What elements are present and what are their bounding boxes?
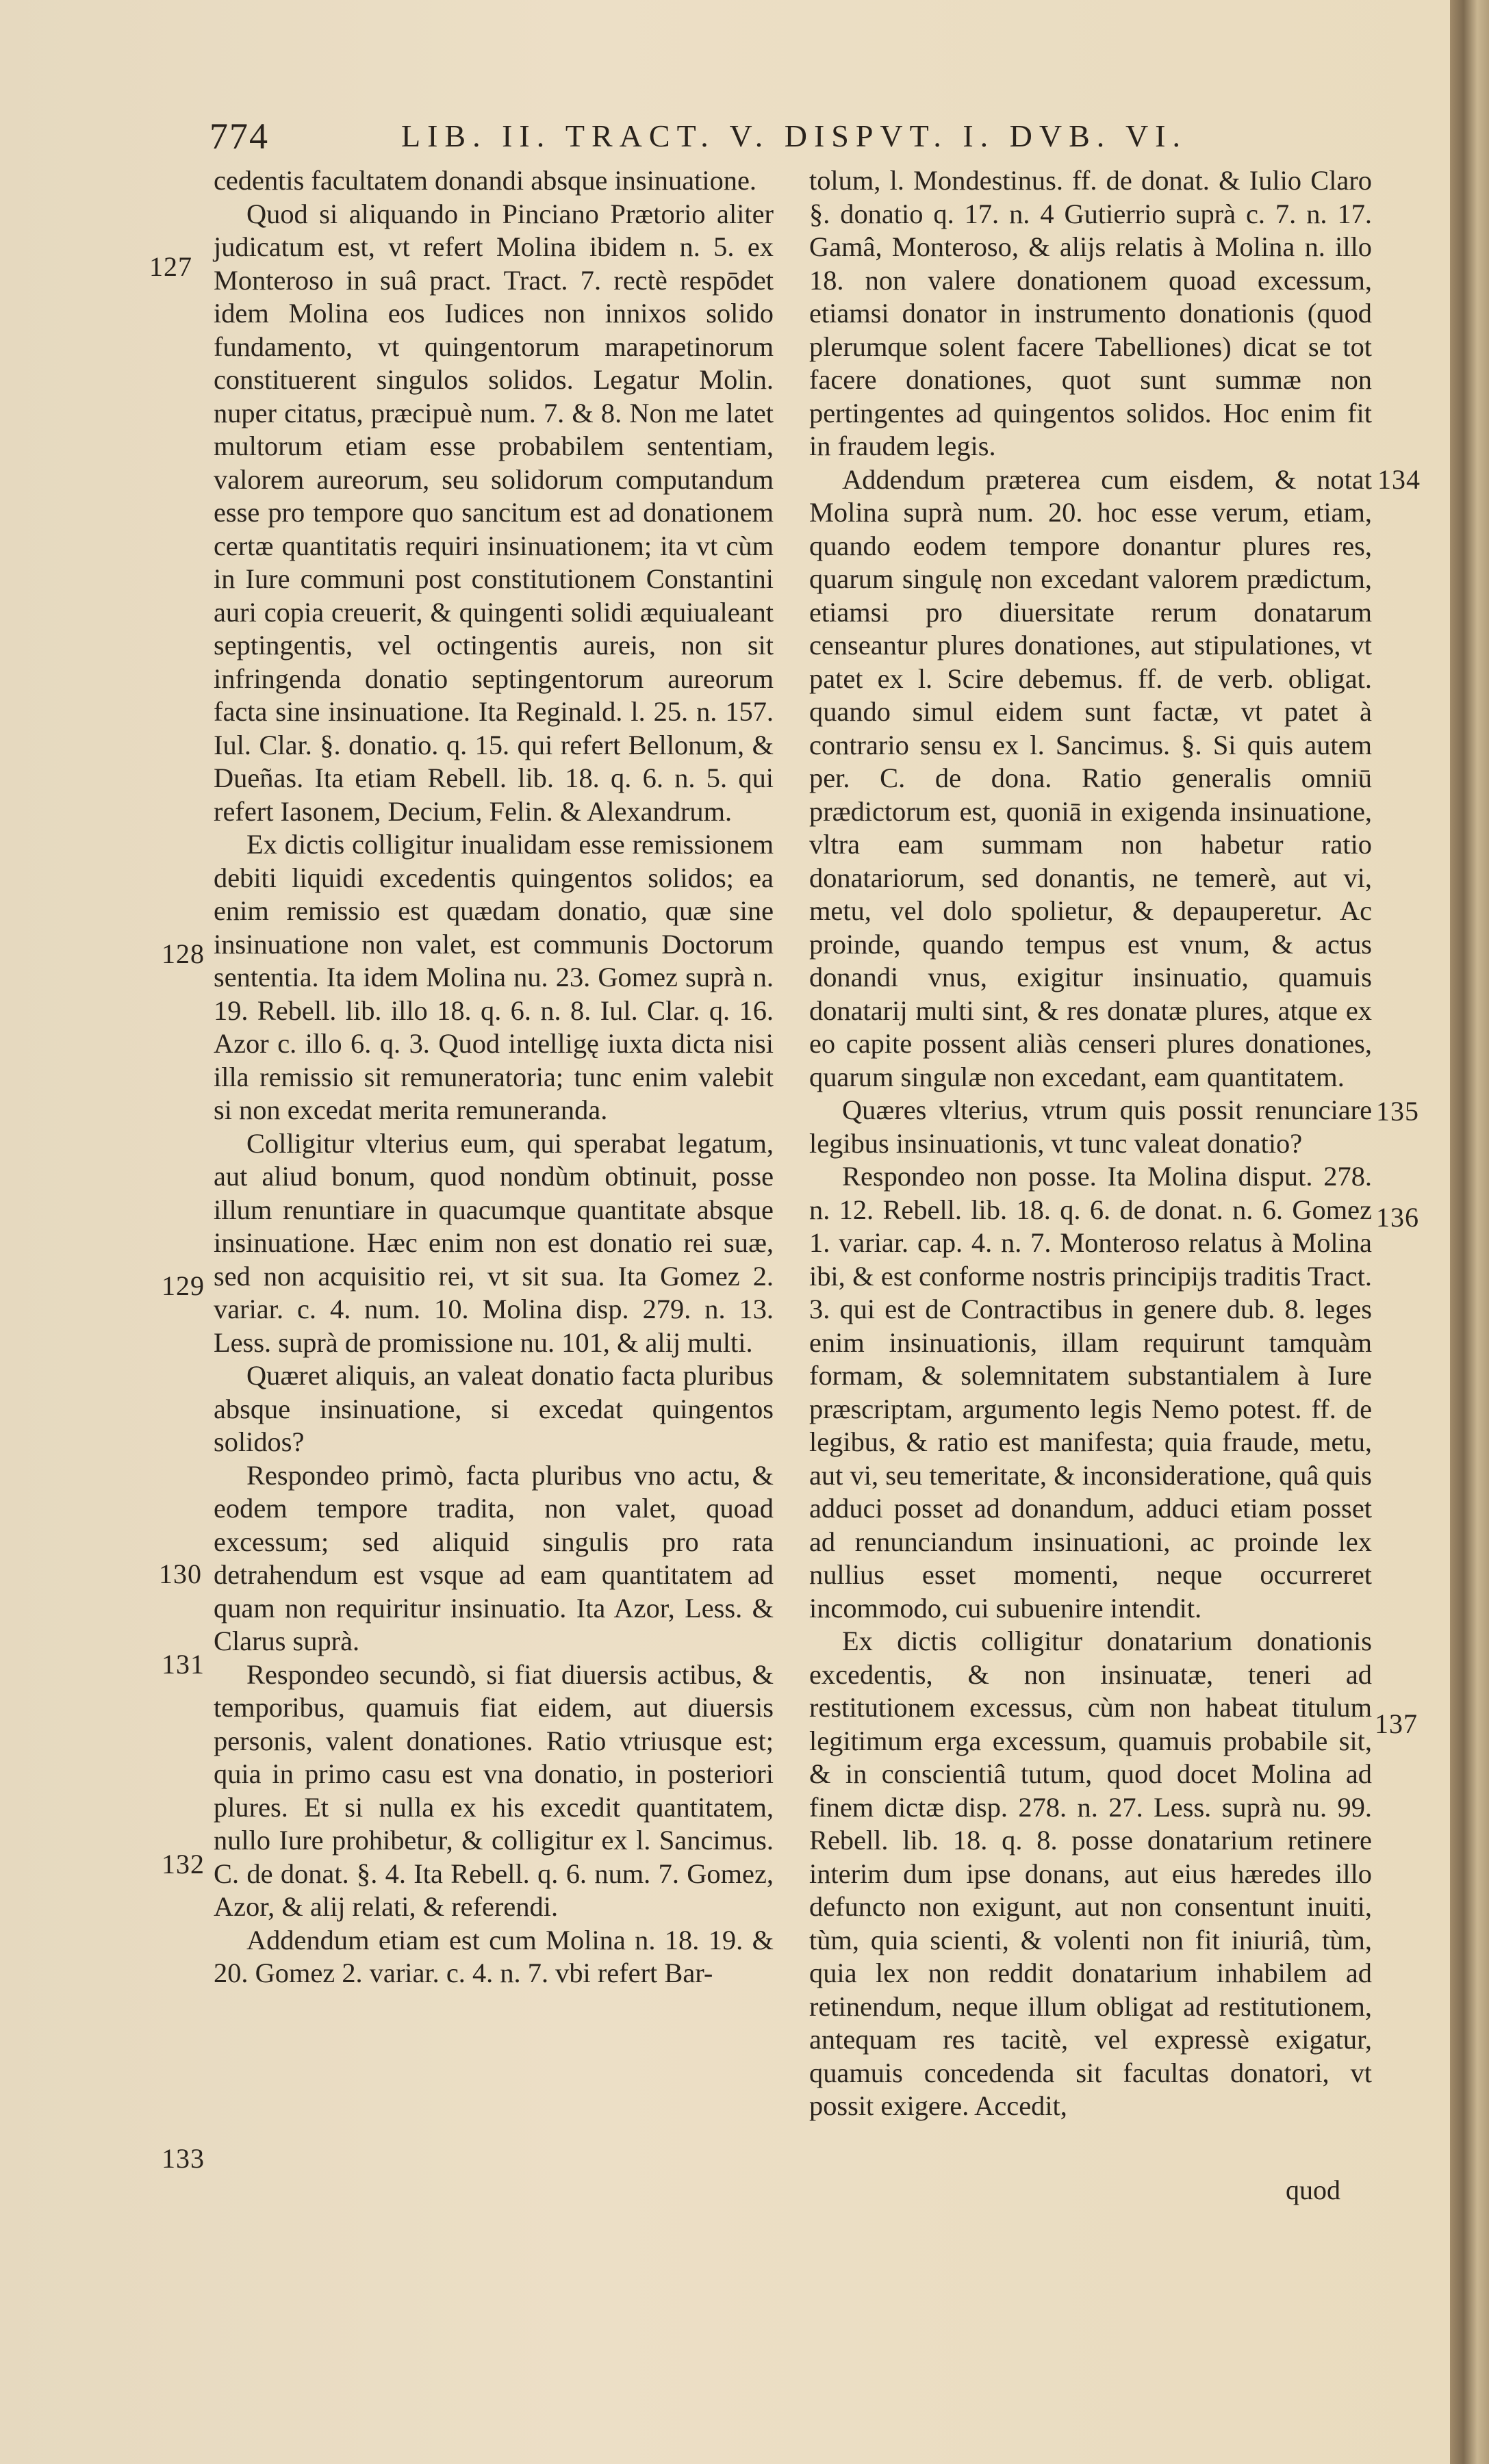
margin-number: 129 [162, 1270, 205, 1301]
paragraph: Colligitur vlterius eum, qui sperabat legatum, aut aliud bonum, quod nondùm obtinuit, posse illum renuntiare in quacumque quantitate absque insinuatione. Hæc enim non est donatio rei suæ, sed non acquisitio rei, vt sit sua. Ita Gomez 2. variar. c. 4. num. 10. Molina disp. 279. n. 13. Less. suprà de promissione nu. 101, & alij multi. [214, 1127, 774, 1358]
page-header [209, 115, 1250, 163]
margin-number: 127 [149, 251, 192, 282]
right-column [809, 164, 1372, 2123]
paragraph: cedentis facultatem donandi absque insinuatione. [214, 165, 756, 196]
paragraph: Addendum præterea cum eisdem, & notat Molina suprà num. 20. hoc esse verum, etiam, quando eodem tempore donantur plures res, quarum singulę non excedant valorem prædictum, etiamsi pro diuersitate rerum donatarum censeantur plures donationes, aut stipulationes, vt patet ex l. Scire debemus. ff. de verb. obligat. quando simul eidem sunt factæ, vt patet à contrario sensu ex l. Sancimus. §. Si quis autem per. C. de dona. Ratio generalis omniū prædictorum est, quoniā in exigenda insinuatione, vltra eam summam non habetur ratio donatariorum, sed donantis, ne temerè, aut vi, metu, vel dolo spolietur, & depauperetur. Ac proinde, quando tempus est vnum, & actus donandi vnus, exigitur insinuatio, quamuis donatarij multi sint, & res donatæ plures, atque ex eo capite possent aliàs censeri plures donationes, quarum singulæ non excedant, eam quantitatem. [809, 463, 1372, 1092]
paragraph: Respondeo secundò, si fiat diuersis actibus, & temporibus, quamuis fiat eidem, aut diuersis personis, valent donationes. Ratio vtriusque est; quia in primo casu est vna donatio, in posteriori plures. Et si nulla ex his excedit quantitatem, nullo Iure prohibetur, & colligitur ex l. Sancimus. C. de donat. §. 4. Ita Rebell. q. 6. num. 7. Gomez, Azor, & alij relati, & referendi. [214, 1658, 774, 1922]
paragraph: Quæret aliquis, an valeat donatio facta pluribus absque insinuatione, si excedat quingentos solidos? [214, 1360, 774, 1457]
paragraph: Quæres vlterius, vtrum quis possit renunciare legibus insinuationis, vt tunc valeat donatio? [809, 1094, 1372, 1159]
margin-number: 134 [1377, 464, 1421, 495]
margin-number: 135 [1376, 1096, 1419, 1127]
margin-number: 132 [162, 1849, 205, 1879]
margin-number: 133 [162, 2143, 205, 2174]
catchword: quod [1286, 2174, 1340, 2205]
page-number: 774 [209, 116, 269, 157]
margin-number: 131 [162, 1649, 205, 1680]
paragraph: Respondeo primò, facta pluribus vno actu, & eodem tempore tradita, non valet, quoad excessum; sed aliquid singulis pro rata detrahendum est vsque ad eam quantitatem ad quam non requiritur insinuatio. Ita Azor, Less. & Clarus suprà. [214, 1459, 774, 1656]
paragraph: Ex dictis colligitur inualidam esse remissionem debiti liquidi excedentis quingentos solidos; ea enim remissio est quædam donatio, quæ sine insinuatione non valet, est communis Doctorum sententia. Ita idem Molina nu. 23. Gomez suprà n. 19. Rebell. lib. illo 18. q. 6. n. 8. Iul. Clar. q. 16. Azor c. illo 6. q. 3. Quod intelligę iuxta dicta nisi illa remissio sit remuneratoria; tunc enim valebit si non excedat merita remuneranda. [214, 829, 774, 1125]
running-title: LIB. II. TRACT. V. DISPVT. I. DVB. VI. [401, 118, 1187, 153]
margin-number: 130 [159, 1558, 202, 1589]
paragraph: Addendum etiam est cum Molina n. 18. 19. & 20. Gomez 2. variar. c. 4. n. 7. vbi refert Bar- [214, 1924, 774, 1988]
paragraph: Respondeo non posse. Ita Molina disput. 278. n. 12. Rebell. lib. 18. q. 6. de donat. n. 6. Gomez 1. variar. cap. 4. n. 7. Monteroso relatus à Molina ibi, & est conforme nostris principijs traditis Tract. 3. qui est de Contractibus in genere dub. 8. leges enim insinuationis, illam requirunt tamquàm formam, & solemnitatem substantialem à Iure præscriptam, argumento legis Nemo potest. ff. de legibus, & ratio est manifesta; quia fraude, metu, aut vi, seu temeritate, & inconsideratione, quâ quis adduci posset ad donandum, adduci etiam posset ad renunciandum insinuationi, ac proinde lex nullius esset momenti, neque occurreret incommodo, cui subuenire intendit. [809, 1161, 1372, 1624]
paragraph: Quod si aliquando in Pinciano Prætorio aliter judicatum est, vt refert Molina ibidem n. 5. ex Monteroso in suâ pract. Tract. 7. rectè respōdet idem Molina eos Iudices non innixos solido fundamento, vt quingentorum marapetinorum constituerent singulos solidos. Legatur Molin. nuper citatus, præcipuè num. 7. & 8. Non me latet multorum etiam esse probabilem sententiam, valorem aureorum, seu solidorum computandum esse pro tempore quo sancitum est ad donationem certæ quantitatis requiri insinuationem; ita vt cùm in Iure communi post constitutionem Constantini auri copia creuerit, & quingenti solidi æquiualeant septingentis, vel octingentis aureis, non sit infringenda donatio septingentorum aureorum facta sine insinuatione. Ita Reginald. l. 25. n. 157. Iul. Clar. §. donatio. q. 15. qui refert Bellonum, & Dueñas. Ita etiam Rebell. lib. 18. q. 6. n. 5. qui refert Iasonem, Decium, Felin. & Alexandrum. [214, 198, 774, 827]
paragraph: tolum, l. Mondestinus. ff. de donat. & Iulio Claro §. donatio q. 17. n. 4 Gutierrio suprà c. 7. n. 17. Gamâ, Monteroso, & alijs relatis à Molina n. illo 18. non valere donationem quoad excessum, etiamsi donator in instrumento donationis (quod plerumque solent facere Tabelliones) dicat se tot facere donationes, quot sunt summæ non pertingentes ad quingentos solidos. Hoc enim fit in fraudem legis. [809, 165, 1372, 461]
margin-number: 137 [1375, 1708, 1418, 1739]
left-column [214, 164, 774, 1990]
page-edge [1450, 0, 1489, 2464]
margin-number: 136 [1376, 1202, 1419, 1233]
margin-number: 128 [162, 938, 205, 969]
paragraph: Ex dictis colligitur donatarium donationis excedentis, & non insinuatæ, teneri ad restitutionem excessus, cùm non habeat titulum legitimum erga excessum, quamuis probabile sit, & in conscientiâ tutum, quod docet Molina ad finem dictæ disp. 278. n. 27. Less. suprà nu. 99. Rebell. lib. 18. q. 8. posse donatarium retinere interim dum ipse donans, aut eius hæredes illo defuncto non exigunt, aut non consentunt inuiti, tùm, quia scienti, & volenti non fit iniuriâ, tùm, quia lex non reddit donatarium inhabilem ad retinendum, neque illum obligat ad restitutionem, antequam res tacitè, vel expressè exigatur, quamuis concedenda sit facultas donatori, vt possit exigere. Accedit, [809, 1626, 1372, 2121]
